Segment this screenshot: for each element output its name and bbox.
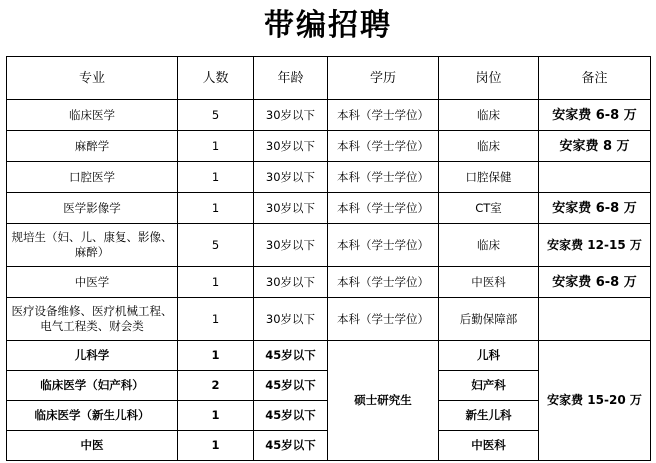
cell-major: 儿科学: [7, 341, 178, 371]
table-row: [7, 298, 651, 341]
cell-count: 1: [178, 341, 254, 371]
table-row: [7, 100, 651, 131]
cell-post: 临床: [439, 224, 539, 267]
page-title: 带编招聘: [264, 8, 392, 43]
cell-note: [539, 298, 651, 341]
cell-count: 1: [178, 267, 254, 298]
cell-note: [539, 162, 651, 193]
cell-count: 5: [178, 100, 254, 131]
header-major: 专业: [7, 57, 178, 100]
cell-major: 医学影像学: [7, 193, 178, 224]
recruitment-table: [6, 56, 651, 461]
cell-post: CT室: [439, 193, 539, 224]
table-row: [7, 162, 651, 193]
cell-education: 本科（学士学位）: [328, 193, 439, 224]
cell-count: 1: [178, 298, 254, 341]
cell-post: 中医科: [439, 431, 539, 461]
cell-post: 后勤保障部: [439, 298, 539, 341]
cell-education: 本科（学士学位）: [328, 224, 439, 267]
header-row: [7, 57, 651, 100]
cell-age: 45岁以下: [254, 341, 328, 371]
cell-count: 1: [178, 431, 254, 461]
cell-education: 本科（学士学位）: [328, 100, 439, 131]
header-note: 备注: [539, 57, 651, 100]
cell-post: 口腔保健: [439, 162, 539, 193]
cell-note: 安家费 12-15 万: [539, 224, 651, 267]
cell-count: 1: [178, 401, 254, 431]
cell-note: 安家费 6-8 万: [539, 100, 651, 131]
header-education: 学历: [328, 57, 439, 100]
cell-age: 30岁以下: [254, 131, 328, 162]
cell-major: 中医: [7, 431, 178, 461]
table-row: [7, 131, 651, 162]
cell-post: 中医科: [439, 267, 539, 298]
table-row: [7, 193, 651, 224]
cell-education: 本科（学士学位）: [328, 267, 439, 298]
cell-education: 本科（学士学位）: [328, 298, 439, 341]
cell-note-merged: 安家费 15-20 万: [539, 341, 651, 461]
cell-post: 儿科: [439, 341, 539, 371]
cell-post: 临床: [439, 131, 539, 162]
cell-education: 本科（学士学位）: [328, 131, 439, 162]
table-row: [7, 224, 651, 267]
cell-education-merged: 硕士研究生: [328, 341, 439, 461]
cell-major: 麻醉学: [7, 131, 178, 162]
cell-note: 安家费 8 万: [539, 131, 651, 162]
cell-age: 30岁以下: [254, 162, 328, 193]
cell-post: 临床: [439, 100, 539, 131]
cell-post: 新生儿科: [439, 401, 539, 431]
cell-major: 中医学: [7, 267, 178, 298]
cell-count: 1: [178, 193, 254, 224]
table-row: [7, 341, 651, 371]
cell-age: 30岁以下: [254, 298, 328, 341]
cell-age: 45岁以下: [254, 401, 328, 431]
cell-age: 30岁以下: [254, 267, 328, 298]
cell-count: 1: [178, 162, 254, 193]
cell-major: 临床医学（妇产科）: [7, 371, 178, 401]
cell-major: 临床医学: [7, 100, 178, 131]
cell-age: 45岁以下: [254, 371, 328, 401]
header-count: 人数: [178, 57, 254, 100]
cell-note: 安家费 6-8 万: [539, 267, 651, 298]
cell-age: 30岁以下: [254, 193, 328, 224]
cell-age: 30岁以下: [254, 224, 328, 267]
cell-count: 5: [178, 224, 254, 267]
cell-age: 30岁以下: [254, 100, 328, 131]
cell-post: 妇产科: [439, 371, 539, 401]
cell-major: 临床医学（新生儿科）: [7, 401, 178, 431]
cell-note: 安家费 6-8 万: [539, 193, 651, 224]
cell-count: 2: [178, 371, 254, 401]
cell-education: 本科（学士学位）: [328, 162, 439, 193]
cell-count: 1: [178, 131, 254, 162]
cell-age: 45岁以下: [254, 431, 328, 461]
cell-major: 口腔医学: [7, 162, 178, 193]
cell-major: 规培生（妇、儿、康复、影像、麻醉）: [7, 224, 178, 267]
cell-major: 医疗设备维修、医疗机械工程、电气工程类、财会类: [7, 298, 178, 341]
table-row: [7, 267, 651, 298]
header-age: 年龄: [254, 57, 328, 100]
header-post: 岗位: [439, 57, 539, 100]
